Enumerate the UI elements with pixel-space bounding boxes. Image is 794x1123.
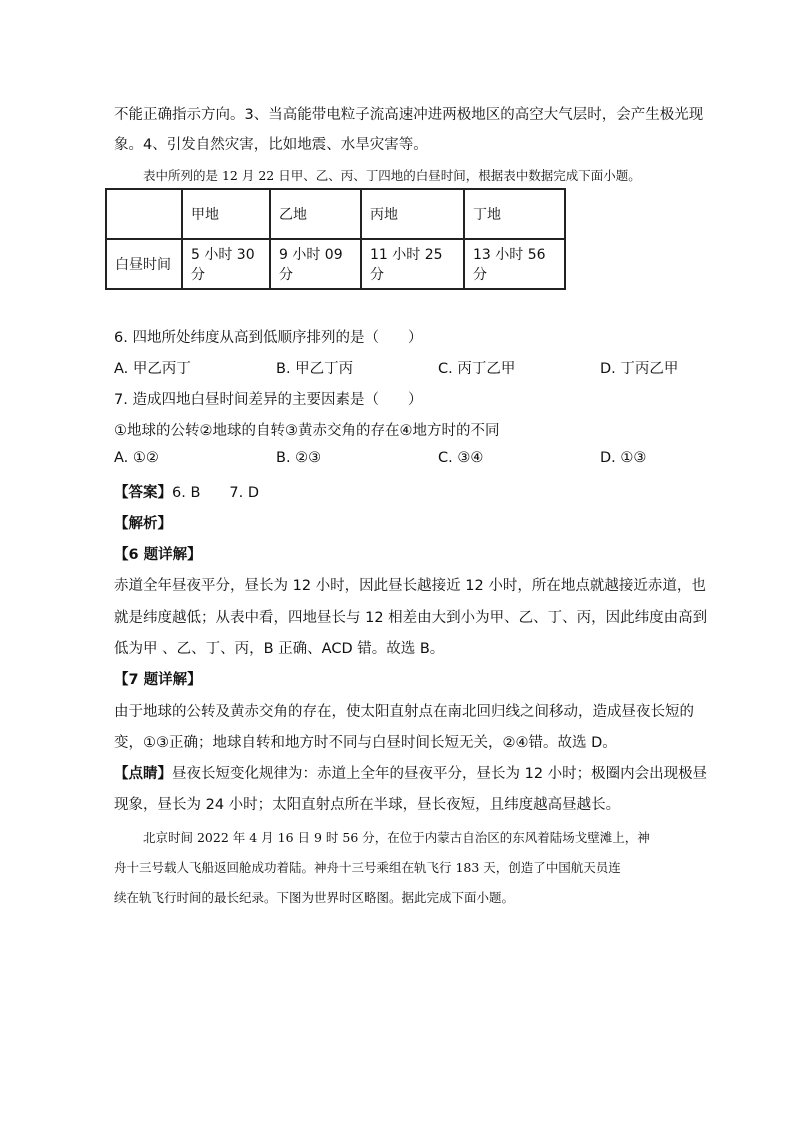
q6-option-c: C. 丙丁乙甲 xyxy=(438,361,516,377)
table-cell: 丙地 xyxy=(361,189,464,239)
detail6-line-1: 赤道全年昼夜平分，昼长为 12 小时，因此昼长越接近 12 小时，所在地点就越接近赤道，也 xyxy=(114,578,706,594)
q7-sub: ①地球的公转②地球的自转③黄赤交角的存在④地方时的不同 xyxy=(114,423,500,439)
detail6-line-3: 低为甲 、乙、丁、丙，B 正确、ACD 错。故选 B。 xyxy=(114,641,445,657)
analysis-label: 【解析】 xyxy=(114,516,172,532)
table-cell: 11 小时 25 分 xyxy=(361,239,464,289)
question-intro: 表中所列的是 12 月 22 日甲、乙、丙、丁四地的白昼时间，根据表中数据完成下面小题。 xyxy=(143,168,641,183)
q7-option-a: A. ①② xyxy=(114,450,159,466)
q6-option-d: D. 丁丙乙甲 xyxy=(600,361,679,377)
table-row xyxy=(106,239,565,289)
detail7-line-2: 变，①③正确；地球自转和地方时不同与白昼时间长短无关，②④错。故选 D。 xyxy=(114,735,617,751)
tip-label: 【点睛】 xyxy=(114,766,172,782)
detail6-label: 【6 题详解】 xyxy=(114,547,202,563)
q6-option-b: B. 甲乙丁丙 xyxy=(276,361,354,377)
q7-option-d: D. ①③ xyxy=(600,450,647,466)
table-cell: 甲地 xyxy=(182,189,270,239)
tip-text: 昼夜长短变化规律为：赤道上全年的昼夜平分，昼长为 12 小时；极圈内会出现极昼 xyxy=(172,766,708,782)
q7-stem: 7. 造成四地白昼时间差异的主要因素是（ ） xyxy=(114,392,423,408)
answer-label: 【答案】 xyxy=(114,485,172,501)
table-cell: 乙地 xyxy=(270,189,361,239)
next-intro-line-2: 舟十三号载人飞船返回舱成功着陆。神舟十三号乘组在轨飞行 183 天，创造了中国航天员连 xyxy=(114,860,621,875)
table-cell: 13 小时 56 分 xyxy=(464,239,565,289)
table-cell: 丁地 xyxy=(464,189,565,239)
detail7-label: 【7 题详解】 xyxy=(114,672,202,688)
table-cell xyxy=(106,189,182,239)
answer-text: 6. B 7. D xyxy=(172,485,259,501)
tip-line-1 xyxy=(114,762,707,783)
q6-stem: 6. 四地所处纬度从高到低顺序排列的是（ ） xyxy=(114,330,423,346)
intro-line-1: 不能正确指示方向。3、当高能带电粒子流高速冲进两极地区的高空大气层时，会产生极光现 xyxy=(114,107,704,123)
table-header-row xyxy=(106,189,565,239)
detail6-line-2: 就是纬度越低；从表中看，四地昼长与 12 相差由大到小为甲、乙、丁、丙，因此纬度由高到 xyxy=(114,610,708,626)
answer-line xyxy=(114,481,259,502)
intro-line-2: 象。4、引发自然灾害，比如地震、水旱灾害等。 xyxy=(114,137,428,153)
table-cell: 5 小时 30 分 xyxy=(182,239,270,289)
q7-option-c: C. ③④ xyxy=(438,450,484,466)
q7-option-b: B. ②③ xyxy=(276,450,322,466)
next-intro-line-3: 续在轨飞行时间的最长纪录。下图为世界时区略图。据此完成下面小题。 xyxy=(114,890,515,905)
tip-line-2: 现象，昼长为 24 小时；太阳直射点所在半球，昼长夜短，且纬度越高昼越长。 xyxy=(114,797,621,813)
detail7-line-1: 由于地球的公转及黄赤交角的存在，使太阳直射点在南北回归线之间移动，造成昼夜长短的 xyxy=(114,704,694,720)
daylight-table xyxy=(105,188,566,290)
next-intro-line-1: 北京时间 2022 年 4 月 16 日 9 时 56 分，在位于内蒙古自治区的东风着陆场戈壁滩上，神 xyxy=(143,830,650,845)
table-cell: 9 小时 09 分 xyxy=(270,239,361,289)
table-cell: 白昼时间 xyxy=(106,239,182,289)
q6-option-a: A. 甲乙丙丁 xyxy=(114,361,191,377)
